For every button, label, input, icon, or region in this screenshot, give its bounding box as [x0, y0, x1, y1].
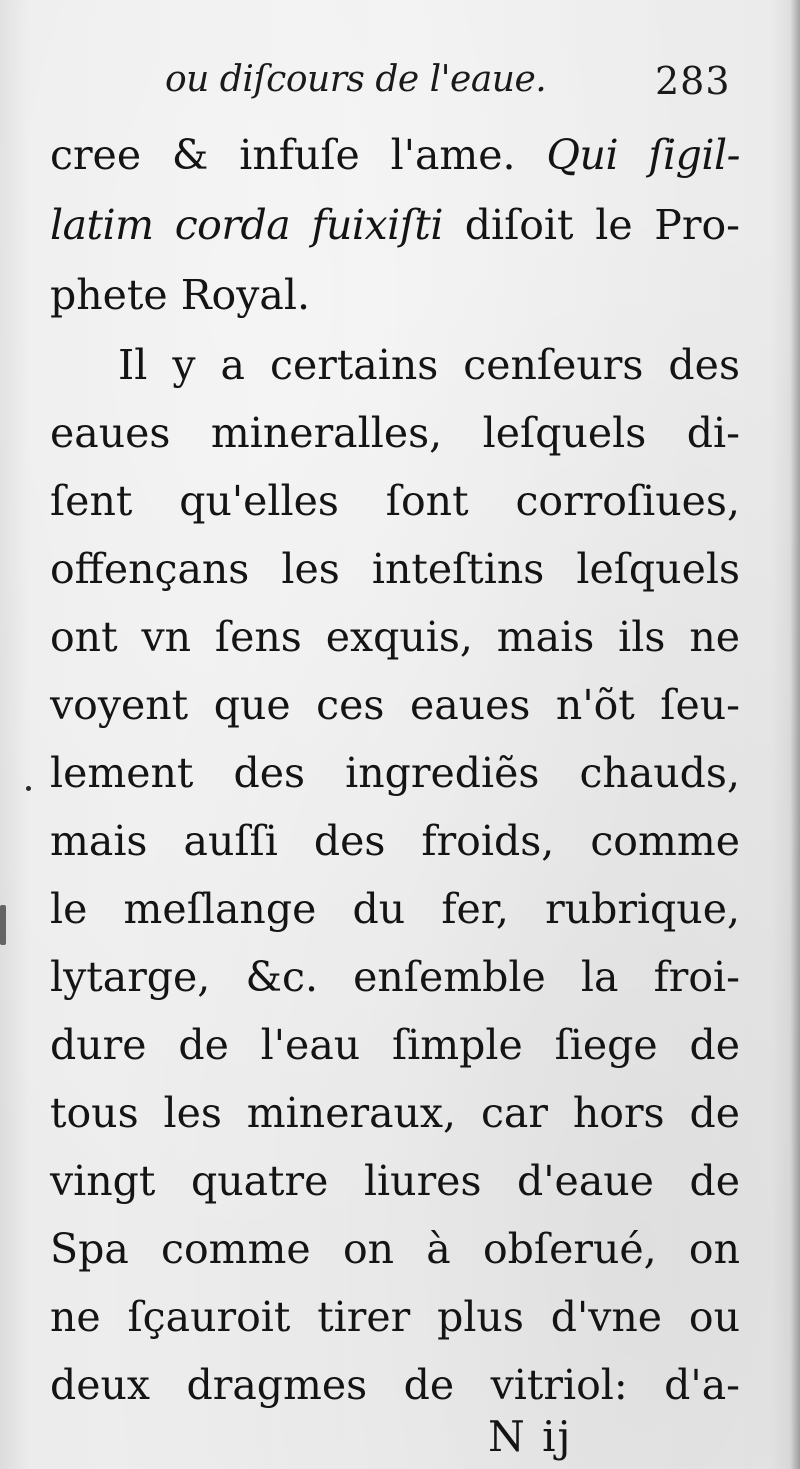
text-segment: cree & infuſe l'ame. [50, 131, 516, 179]
page-number: 283 [655, 59, 731, 103]
page-header [0, 55, 800, 115]
text-line: ne ſçauroit tirer plus d'vne ou [50, 1293, 740, 1341]
text-line: eaues mineralles, leſquels di- [50, 409, 740, 457]
margin-ink-mark [0, 905, 6, 945]
text-line: le meſlange du fer, rubrique, [50, 885, 740, 933]
text-line: voyent que ces eaues n'õt ſeu- [50, 681, 740, 729]
page-edge-shadow [790, 0, 800, 1469]
running-title: ou diſcours de l'eaue. [165, 59, 547, 100]
text-line: lement des ingrediẽs chauds, [50, 749, 740, 797]
text-line [50, 190, 740, 260]
text-line: ont vn ſens exquis, mais ils ne [50, 613, 740, 661]
text-line: dure de l'eau ſimple ſiege de [50, 1021, 740, 1069]
text-line: phete Royal. [50, 271, 310, 319]
text-segment: diſoit le Pro- [464, 201, 740, 249]
text-line: Spa comme on à obſerué, on [50, 1225, 740, 1273]
italic-quote: Qui ſigil- [546, 131, 740, 179]
text-line: tous les mineraux, car hors de [50, 1089, 740, 1137]
signature-mark: N ij [488, 1412, 573, 1461]
text-line: deux dragmes de vitriol: d'a- [50, 1361, 740, 1409]
text-line: mais auſſi des froids, comme [50, 817, 740, 865]
text-line: lytarge, &c. enſemble la froi- [50, 953, 740, 1001]
text-line: offençans les inteſtins leſquels [50, 545, 740, 593]
text-line: ſent qu'elles ſont corroſiues, [50, 477, 740, 525]
italic-quote: latim corda fuixiſti [50, 201, 444, 249]
text-line [50, 120, 740, 190]
text-line: Il y a certains cenſeurs des [118, 341, 740, 389]
text-line: vingt quatre liures d'eaue de [50, 1157, 740, 1205]
ink-speck [26, 786, 31, 791]
